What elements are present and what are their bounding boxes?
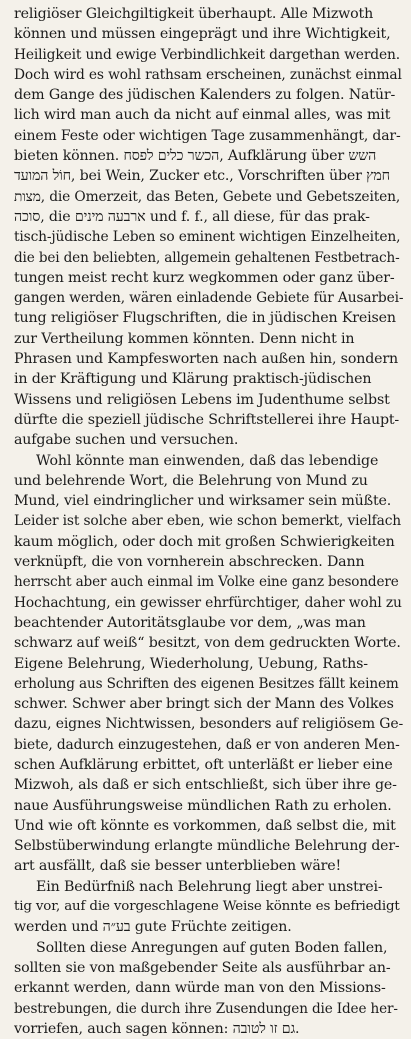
text-line: beachtender Autoritätsglaube vor dem, „was man <box>14 614 366 631</box>
text-line: art ausfällt, daß sie besser unterblieben wäre! <box>14 858 342 875</box>
paragraph-first-line: Ein Bedürfniß nach Belehrung liegt aber unstrei- <box>36 878 383 895</box>
text-line: Heiligkeit und ewige Verbindlichkeit dargethan werden. <box>14 46 400 63</box>
text-line: zur Vertheilung kommen könnten. Denn nicht in <box>14 330 355 347</box>
text-line: und belehrende Wort, die Belehrung von Mund zu <box>14 472 368 489</box>
text-line: schen Aufklärung erbittet, oft unterläßt er lieber eine <box>14 756 393 773</box>
text-line: Doch wird es wohl rathsam erscheinen, zunächst einmal <box>14 66 402 83</box>
text-line: kaum möglich, oder doch mit großen Schwierigkeiten <box>14 533 395 550</box>
text-line: aufgabe suchen und versuchen. <box>14 432 239 449</box>
text-line: schwer. Schwer aber bringt sich der Mann des Volkes <box>14 696 394 713</box>
text-line: in der Kräftigung und Klärung praktisch-jüdischen <box>14 371 372 388</box>
text-line: tisch-jüdische Leben so eminent wichtigen Einzelheiten, <box>14 229 401 246</box>
text-line: biete, dadurch einzugestehen, daß er von anderen Men- <box>14 736 400 753</box>
text-line: die bei den beliebten, allgemein gehaltenen Festbetrach- <box>14 249 400 266</box>
text-line: erholung aus Schriften des eigenen Besitzes fällt keinem <box>14 675 399 692</box>
text-line: schwarz auf weiß“ besitzt, von dem gedruckten Worte. <box>14 635 401 652</box>
paragraph-first-line: Sollten diese Anregungen auf guten Boden fallen, <box>36 939 388 956</box>
text-line: verknüpft, die von vornherein abschrecken. Dann <box>14 554 365 571</box>
text-line: bieten können. הכשר כלים לפסח, Aufklärung über השש <box>14 148 377 165</box>
text-line: dürfte die speziell jüdische Schriftstellerei ihre Haupt- <box>14 411 400 428</box>
text-line: tig vor, auf die vorgeschlagene Weise könnte es befriedigt <box>14 899 400 915</box>
text-line: erkannt werden, dann würde man von den Missions- <box>14 980 386 997</box>
text-line: Phrasen und Kampfesworten nach außen hin, sondern <box>14 351 398 368</box>
text-line: sollten sie von maßgebender Seite als ausführbar an- <box>14 959 391 976</box>
text-line: Mizwoh, als daß er sich entschließt, sich über ihre ge- <box>14 777 397 794</box>
text-line: Selbstüberwindung erlangte mündliche Belehrung der- <box>14 838 400 855</box>
text-line: מצות, die Omerzeit, das Beten, Gebete und Gebetszeiten, <box>14 188 401 205</box>
text-line: einem Feste oder wichtigen Tage zusammenhängt, dar- <box>14 127 401 144</box>
text-line: סוכה, die ארבעה מינים und f. f., all diese, für das prak- <box>14 208 370 225</box>
text-line: können und müssen eingeprägt und ihre Wichtigkeit, <box>14 26 391 43</box>
text-line: tungen meist recht kurz wegkommen oder ganz über- <box>14 269 395 286</box>
paragraph-first-line: Wohl könnte man einwenden, daß das lebendige <box>36 452 379 469</box>
text-line: dazu, eignes Nichtwissen, besonders auf religiösem Ge- <box>14 716 403 733</box>
text-line: Wissens und religiösen Lebens im Judenthume selbst <box>14 391 390 408</box>
text-line: vorriefen, auch sagen können: גם זו לטובה. <box>14 1020 300 1037</box>
text-line: Hochachtung, ein gewisser ehrfürchtiger, daher wohl zu <box>14 594 402 611</box>
text-line: tung religiöser Flugschriften, die in jüdischen Kreisen <box>14 310 396 327</box>
text-line: werden und בע״ה gute Früchte zeitigen. <box>14 919 292 936</box>
text-line: naue Ausführungsweise mündlichen Rath zu erholen. <box>14 797 392 814</box>
text-line: Leider ist solche aber eben, wie schon bemerkt, vielfach <box>14 513 402 530</box>
text-line: dem Gange des jüdischen Kalenders zu folgen. Natür- <box>14 87 396 104</box>
text-line: religiöser Gleichgiltigkeit überhaupt. Alle Mizwoth <box>14 6 374 22</box>
text-line: Mund, viel eindringlicher und wirksamer sein müßte. <box>14 493 392 510</box>
text-line: חוֹל המועד, bei Wein, Zucker etc., Vorschriften über חמץ <box>14 168 390 185</box>
text-line: Eigene Belehrung, Wiederholung, Uebung, Raths- <box>14 655 368 672</box>
text-line: Und wie oft könnte es vorkommen, daß selbst die, mit <box>14 817 396 834</box>
text-line: lich wird man auch da nicht auf einmal alles, was mit <box>14 107 391 124</box>
text-line: bestrebungen, die durch ihre Zusendungen die Idee her- <box>14 1000 398 1017</box>
text-line: herrscht aber auch einmal im Volke eine ganz besondere <box>14 574 399 591</box>
text-line: gangen werden, wären einladende Gebiete für Ausarbei- <box>14 290 403 307</box>
